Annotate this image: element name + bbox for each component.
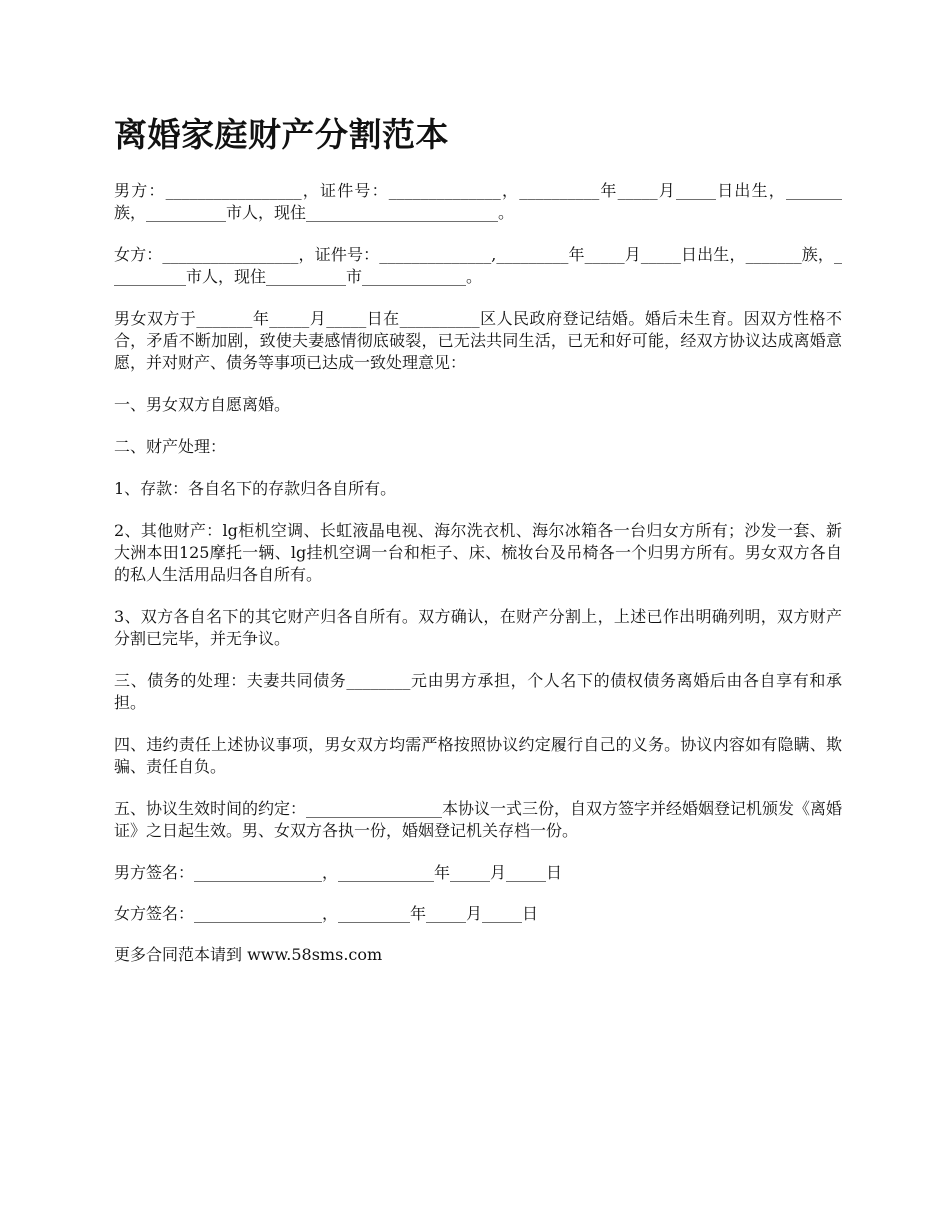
clause-property-heading: 二、财产处理：	[114, 437, 227, 456]
marriage-background: 男女双方于_______年_____月_____日在__________区人民政府登记结婚。婚后未生育。因双方性格不合，矛盾不断加剧，致使夫妻感情彻底破裂，已无法共同生活，已无和好可能，经双方协议达成离婚意愿，并对财产、债务等事项已达成一致处理意见：	[114, 309, 842, 372]
male-signature-line: 男方签名：________________，____________年_____月_____日	[114, 863, 563, 882]
document-title: 离婚家庭财产分割范本	[114, 115, 449, 154]
clause-savings: 1、存款：各自名下的存款归各自所有。	[114, 479, 397, 498]
footer-website-note: 更多合同范本请到 www.58sms.com	[114, 945, 383, 964]
clause-divorce-consent: 一、男女双方自愿离婚。	[114, 395, 291, 414]
female-party-info: 女方：_________________，证件号：______________,_________年_____月_____日出生，_______族，__________市人，现住__________市_____________。	[114, 245, 842, 286]
female-signature-line: 女方签名：________________，_________年_____月_____日	[114, 904, 539, 923]
male-party-info: 男方：_________________，证件号：______________，__________年_____月_____日出生，_______族，__________市人，现住________________________。	[114, 181, 842, 222]
clause-liability: 四、违约责任上述协议事项，男女双方均需严格按照协议约定履行自己的义务。协议内容如有隐瞒、欺骗、责任自负。	[114, 735, 842, 776]
clause-other-property: 2、其他财产：lg柜机空调、长虹液晶电视、海尔洗衣机、海尔冰箱各一台归女方所有；沙发一套、新大洲本田125摩托一辆、lg挂机空调一台和柜子、床、梳妆台及吊椅各一个归男方所有。男女双方各自的私人生活用品归各自所有。	[114, 521, 842, 584]
clause-effective-date: 五、协议生效时间的约定：_________________本协议一式三份，自双方签字并经婚姻登记机颁发《离婚证》之日起生效。男、女双方各执一份，婚姻登记机关存档一份。	[114, 799, 843, 840]
clause-remaining-property: 3、双方各自名下的其它财产归各自所有。双方确认，在财产分割上，上述已作出明确列明，双方财产分割已完毕，并无争议。	[114, 607, 842, 648]
clause-debts: 三、债务的处理：夫妻共同债务________元由男方承担，个人名下的债权债务离婚后由各自享有和承担。	[114, 671, 842, 712]
document-page	[114, 110, 842, 986]
